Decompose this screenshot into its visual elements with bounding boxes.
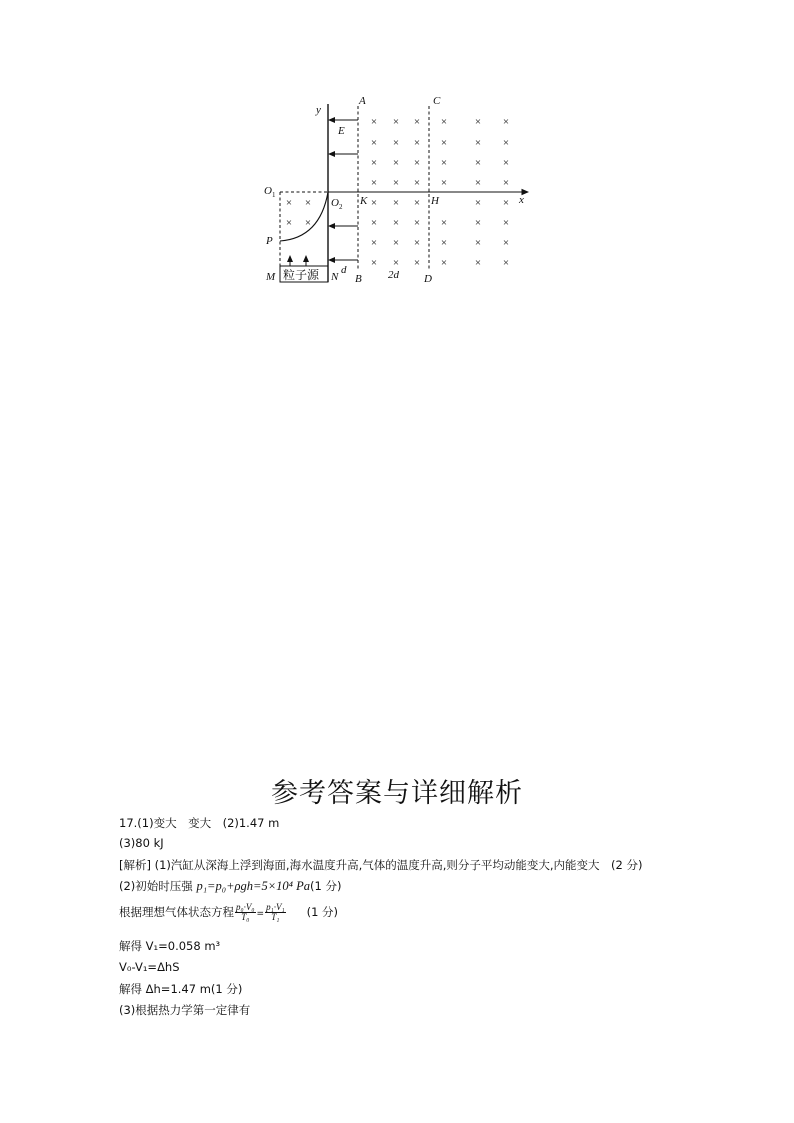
field-cross: × <box>370 177 378 189</box>
field-cross: × <box>304 197 312 209</box>
field-cross: × <box>502 116 510 128</box>
field-cross: × <box>474 137 482 149</box>
label-c: C <box>433 95 441 107</box>
answer-title: 参考答案与详细解析 <box>271 778 523 809</box>
field-cross: × <box>392 137 400 149</box>
answer-line-1: 17.(1)变大 变大 (2)1.47 m <box>119 816 280 830</box>
field-cross: × <box>413 137 421 149</box>
field-cross: × <box>440 177 448 189</box>
answer-line-2: (3)80 kJ <box>119 836 164 850</box>
particle-source-label: 粒子源 <box>283 268 320 282</box>
field-cross: × <box>474 217 482 229</box>
field-cross: × <box>413 116 421 128</box>
field-cross: × <box>413 217 421 229</box>
answer-line-7: V₀-V₁=ΔhS <box>119 960 180 974</box>
field-cross: × <box>474 157 482 169</box>
label-a: A <box>359 95 366 107</box>
field-cross: × <box>370 237 378 249</box>
field-cross: × <box>440 237 448 249</box>
field-cross: × <box>502 197 510 209</box>
field-cross: × <box>502 157 510 169</box>
field-cross: × <box>502 177 510 189</box>
field-cross: × <box>413 237 421 249</box>
label-o1-sub: 1 <box>272 191 276 199</box>
field-cross: × <box>392 257 400 269</box>
field-cross: × <box>392 157 400 169</box>
label-k: K <box>360 195 368 207</box>
answer-line-4: (2)初始时压强 p₁=p₀+ρgh=5×10⁴ Pa(1 分) <box>119 879 342 893</box>
field-cross: × <box>285 197 293 209</box>
field-cross: × <box>413 157 421 169</box>
field-cross: × <box>392 197 400 209</box>
label-h: H <box>431 195 439 207</box>
field-cross: × <box>370 197 378 209</box>
field-cross: × <box>392 217 400 229</box>
label-o1: O <box>264 185 272 197</box>
field-cross: × <box>474 116 482 128</box>
field-cross: × <box>502 257 510 269</box>
label-b: B <box>355 273 362 285</box>
label-o2: O <box>331 197 339 209</box>
answer-line-9: (3)根据热力学第一定律有 <box>119 1003 251 1017</box>
field-cross: × <box>440 157 448 169</box>
label-small-d: d <box>341 264 347 276</box>
field-cross: × <box>392 177 400 189</box>
answer-line-8: 解得 Δh=1.47 m(1 分) <box>119 982 243 996</box>
field-cross: × <box>370 157 378 169</box>
field-cross: × <box>413 257 421 269</box>
x-axis-label: x <box>519 194 524 206</box>
label-e: E <box>338 125 345 137</box>
answer-line-3: [解析] (1)汽缸从深海上浮到海面,海水温度升高,气体的温度升高,则分子平均动能变大,内能变大 (2 分) <box>119 858 643 872</box>
field-cross: × <box>440 217 448 229</box>
field-cross: × <box>370 217 378 229</box>
field-cross: × <box>413 197 421 209</box>
field-cross: × <box>413 177 421 189</box>
field-cross: × <box>440 257 448 269</box>
answer-line-5: 根据理想气体状态方程 $\frac{\text{p₀·V₀}}{\text{T₀}}$ = $\frac{\text{p₁·V₁}}{\text{T₁}}$ (1 分) <box>119 902 339 922</box>
field-cross: × <box>392 116 400 128</box>
field-cross: × <box>502 137 510 149</box>
field-cross: × <box>474 177 482 189</box>
field-cross: × <box>474 197 482 209</box>
field-cross: × <box>370 137 378 149</box>
label-2d: 2d <box>388 269 399 281</box>
field-arrows <box>329 120 358 260</box>
field-cross: × <box>474 257 482 269</box>
field-cross: × <box>370 257 378 269</box>
field-cross: × <box>502 237 510 249</box>
label-n: N <box>331 271 339 283</box>
formula-pressure: p₁=p₀+ρgh=5×10⁴ Pa <box>196 879 310 893</box>
field-cross: × <box>502 217 510 229</box>
field-cross: × <box>392 237 400 249</box>
field-cross: × <box>370 116 378 128</box>
field-cross: × <box>440 137 448 149</box>
label-p: P <box>266 235 273 247</box>
label-o2-sub: 2 <box>339 203 343 211</box>
label-d: D <box>424 273 432 285</box>
physics-diagram <box>262 94 534 288</box>
fraction-left: $\frac{\text{p₀·V₀}}{\text{T₀}}$ <box>236 902 255 922</box>
field-cross: × <box>304 217 312 229</box>
source-arrows <box>290 256 306 266</box>
answer-line-6: 解得 V₁=0.058 m³ <box>119 939 221 953</box>
field-cross: × <box>474 237 482 249</box>
field-cross: × <box>440 116 448 128</box>
label-m: M <box>266 271 276 283</box>
fraction-right: $\frac{\text{p₁·V₁}}{\text{T₁}}$ <box>266 902 285 922</box>
field-cross: × <box>285 217 293 229</box>
y-axis-label: y <box>316 104 321 116</box>
